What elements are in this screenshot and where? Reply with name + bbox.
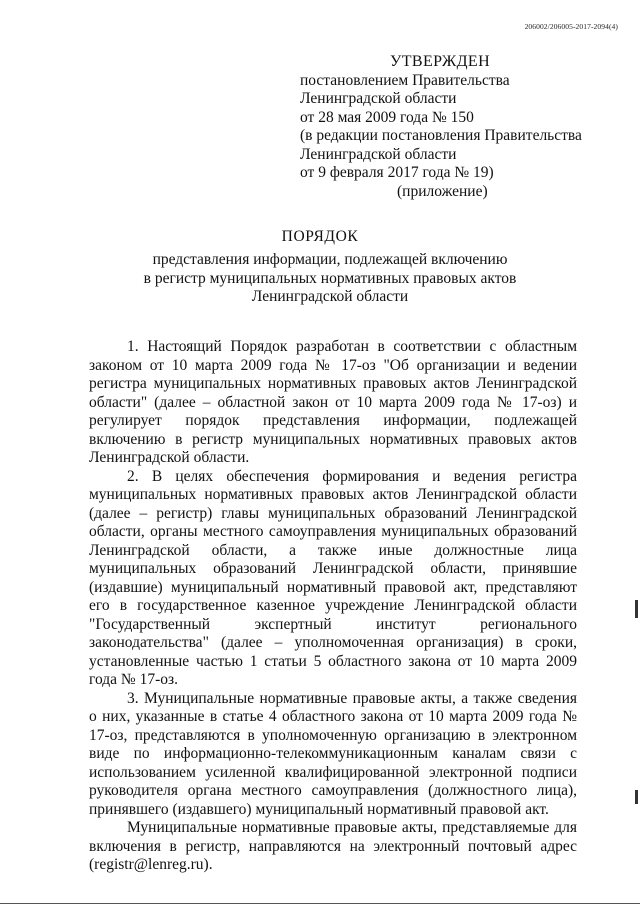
scan-margin-mark — [635, 790, 638, 804]
scan-bottom-edge — [0, 903, 640, 904]
approval-line: от 28 мая 2009 года № 150 — [300, 108, 474, 126]
approval-line: Ленинградской области — [300, 90, 457, 107]
document-id: 206002/206005-2017-2094(4) — [524, 22, 618, 31]
paragraph-4: Муниципальные нормативные правовые акты, представляемые для включения в регистр, направляются на электронный почтовый адрес (registr@lenreg.ru). — [89, 819, 577, 873]
subtitle-line: Ленинградской области — [251, 288, 409, 305]
subtitle-line: в регистр муниципальных нормативных правовых актов — [143, 269, 517, 287]
approval-line: (в редакции постановления Правительства — [300, 127, 582, 144]
document-subtitle — [120, 251, 540, 307]
approval-line: постановлением Правительства — [300, 71, 510, 89]
approval-line: от 9 февраля 2017 года № 19) — [300, 164, 494, 181]
approval-block — [300, 53, 620, 201]
paragraph-3: 3. Муниципальные нормативные правовые акты, а также сведения о них, указанные в статье 4 областного закона от 10 марта 2009 года № 17-оз, представляются в уполномоченную организацию в электронном виде по информационно-телекоммуникационным каналам связи с использованием усиленной квалифицированной электронной подписи руководителя органа местного самоуправления (должностного лица), принявшего (издавшего) муниципальный нормативный правовой акт. — [89, 689, 577, 818]
paragraph-2: 2. В целях обеспечения формирования и ведения регистра муниципальных нормативных правовых актов Ленинградской области (далее – регистр) главы муниципальных образований Ленинградской области, органы местного самоуправления муниципальных образований Ленинградской области, а также иные должностные лица муниципальных образований Ленинградской области, принявшие (издавшие) муниципальный нормативный правовой акт, представляют его в государственное казенное учреждение Ленинградской области "Государственный экспертный институт регионального законодательства" (далее – уполномоченная организация) в сроки, установленные частью 1 статьи 5 областного закона от 10 марта 2009 года № 17-оз. — [89, 467, 577, 688]
paragraph-1: 1. Настоящий Порядок разработан в соответствии с областным законом от 10 марта 2009 года № 17-оз "Об организации и ведении регистра муниципальных нормативных правовых актов Ленинградской области" (далее – областной закон от 10 марта 2009 года № 17-оз) и регулирует порядок представления информации, подлежащей включению в регистр муниципальных нормативных правовых актов Ленинградской области. — [89, 338, 577, 466]
subtitle-line: представления информации, подлежащей включению — [152, 251, 508, 268]
document-title: ПОРЯДОК — [281, 228, 359, 245]
document-body — [89, 338, 577, 875]
approval-title: УТВЕРЖДЕН — [390, 53, 491, 70]
scan-margin-mark — [635, 600, 638, 618]
approval-line: Ленинградской области — [300, 145, 457, 163]
approval-appendix: (приложение) — [397, 182, 488, 200]
